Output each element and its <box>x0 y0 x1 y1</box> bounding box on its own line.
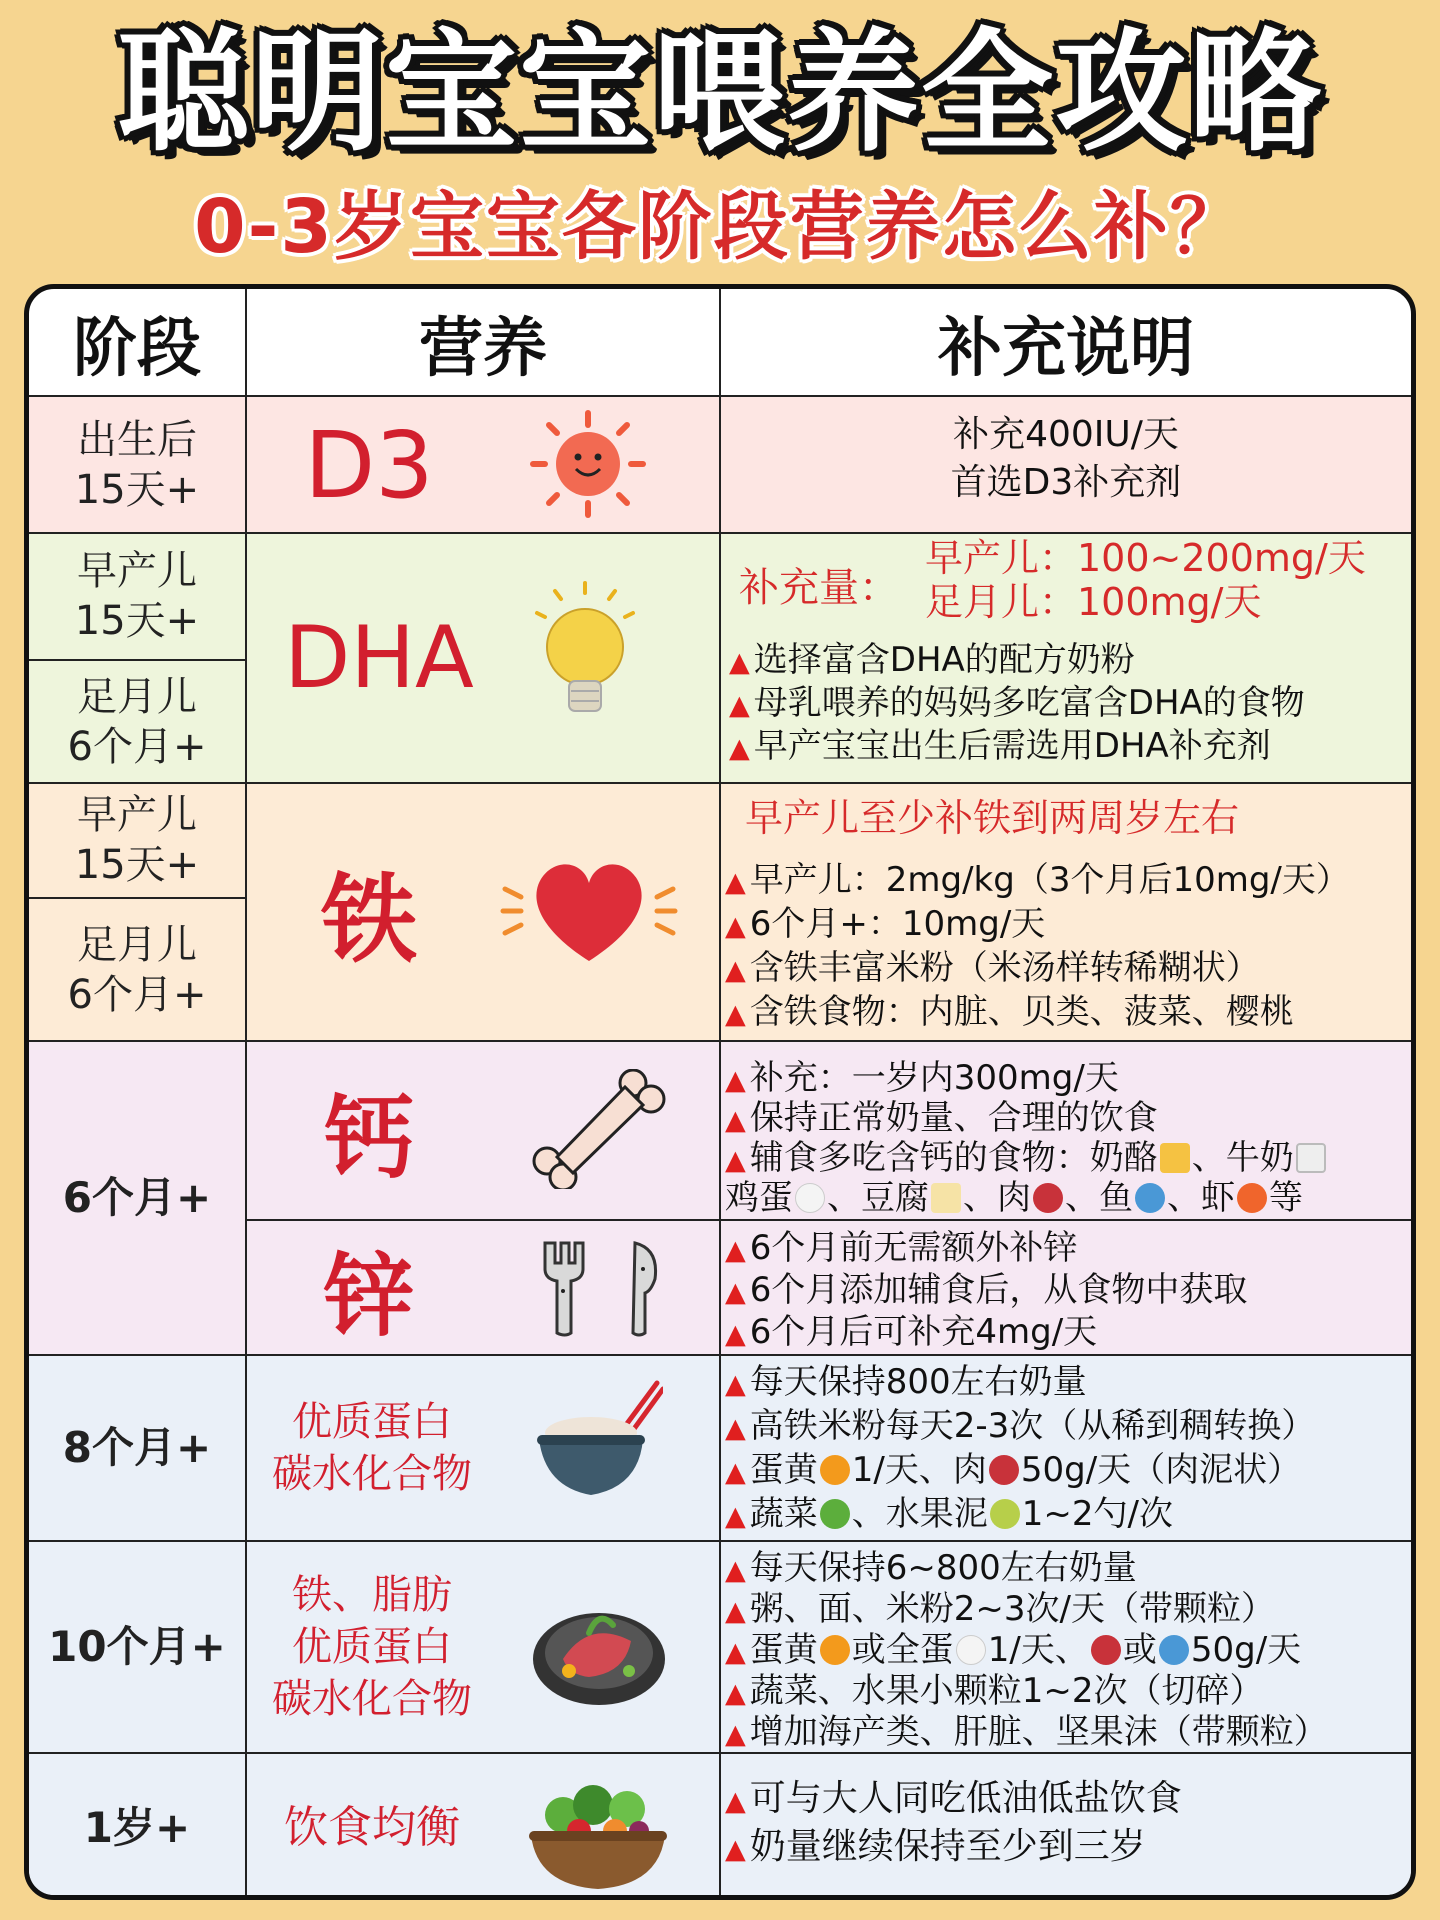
calcium-food-text: 等 <box>1269 1178 1303 1218</box>
lightbulb-icon <box>525 579 645 729</box>
triangle-bullet-icon: ▲ <box>729 690 750 721</box>
dha-note-text: 早产宝宝出生后需选用DHA补充剂 <box>753 726 1271 766</box>
nutrient-eight-months <box>247 1355 497 1541</box>
vegetable-bowl-icon <box>523 1765 673 1895</box>
fish-icon <box>1135 1183 1165 1213</box>
one-year-note-text: 可与大人同吃低油低盐饮食 <box>749 1778 1182 1819</box>
iron-note-text: 6个月+：10mg/天 <box>749 904 1046 944</box>
triangle-bullet-icon: ▲ <box>725 1369 746 1400</box>
dha-note-3 <box>729 725 1271 770</box>
stage-line: 早产儿 <box>77 548 197 594</box>
calcium-food-text: 辅食多吃含钙的食物：奶酪 <box>749 1138 1158 1178</box>
nutrient-dha: DHA <box>284 608 474 708</box>
nutrient-line: 铁、脂肪 <box>292 1572 452 1618</box>
stage-dha-fullterm <box>29 661 245 783</box>
zinc-note-1 <box>725 1227 1077 1272</box>
triangle-bullet-icon: ▲ <box>725 1786 746 1817</box>
eight-note-text: 每天保持800左右奶量 <box>749 1362 1087 1402</box>
triangle-bullet-icon: ▲ <box>725 1637 746 1668</box>
iron-headline: 早产儿至少补铁到两周岁左右 <box>745 796 1240 840</box>
stage-iron-preterm <box>29 783 245 897</box>
triangle-bullet-icon: ▲ <box>729 733 750 764</box>
nutrient-line: 碳水化合物 <box>272 1451 472 1497</box>
iron-note-text: 含铁食物：内脏、贝类、菠菜、樱桃 <box>749 992 1294 1032</box>
stage-dha-preterm <box>29 533 245 659</box>
page-subtitle: 0-3岁宝宝各阶段营养怎么补？ <box>194 184 1246 270</box>
eight-note-text: 蔬菜 <box>749 1494 818 1534</box>
dha-dose-1: 早产儿：100~200mg/天 <box>925 536 1366 580</box>
nutrient-zinc: 锌 <box>324 1244 414 1349</box>
calcium-food-text: 、虾 <box>1167 1178 1235 1218</box>
triangle-bullet-icon: ▲ <box>725 1277 746 1308</box>
calcium-food-text: 、肉 <box>963 1178 1031 1218</box>
stage-six-months: 6个月+ <box>62 1173 212 1222</box>
triangle-bullet-icon: ▲ <box>725 1457 746 1488</box>
bone-icon <box>529 1069 669 1189</box>
iron-note-4 <box>725 991 1294 1036</box>
eight-note-1 <box>725 1361 1087 1406</box>
stage-one-year: 1岁+ <box>83 1803 191 1852</box>
one-year-note-text: 奶量继续保持至少到三岁 <box>749 1826 1146 1867</box>
iron-note-2 <box>725 903 1045 948</box>
ten-note-5 <box>725 1711 1328 1756</box>
meat-plate-icon <box>529 1589 669 1709</box>
dha-note-text: 母乳喂养的妈妈多吃富含DHA的食物 <box>753 683 1305 723</box>
zinc-note-text: 6个月前无需额外补锌 <box>749 1228 1078 1268</box>
eight-note-3 <box>725 1449 1301 1494</box>
stage-ten-months: 10个月+ <box>48 1622 226 1671</box>
eight-note-text: 1/天、肉 <box>851 1450 987 1490</box>
page-title: 聪明宝宝喂养全攻略 <box>117 16 1323 170</box>
triangle-bullet-icon: ▲ <box>725 999 746 1030</box>
stage-line: 早产儿 <box>77 792 197 838</box>
ten-note-text: 1/天、 <box>987 1630 1089 1670</box>
eight-note-text: 50g/天（肉泥状） <box>1020 1450 1302 1490</box>
cheese-icon <box>1160 1143 1190 1173</box>
fish-icon <box>1159 1635 1189 1665</box>
triangle-bullet-icon: ▲ <box>725 1105 746 1136</box>
dha-dose-label: 补充量： <box>739 565 899 611</box>
stage-line: 足月儿 <box>77 922 197 968</box>
triangle-bullet-icon: ▲ <box>725 1555 746 1586</box>
nutrient-ten-months <box>247 1541 497 1753</box>
ten-note-text: 或全蛋 <box>851 1630 954 1670</box>
zinc-note-3 <box>725 1311 1097 1356</box>
dha-note-text: 选择富含DHA的配方奶粉 <box>753 640 1135 680</box>
header-nutrition: 营养 <box>419 312 547 386</box>
egg-icon <box>795 1183 825 1213</box>
ten-note-text: 或 <box>1122 1630 1157 1670</box>
calcium-food-text: 、鱼 <box>1065 1178 1133 1218</box>
sun-icon <box>527 409 649 519</box>
eight-note-2 <box>725 1405 1315 1450</box>
triangle-bullet-icon: ▲ <box>729 647 750 678</box>
ten-note-text: 增加海产类、肝脏、坚果沫（带颗粒） <box>749 1712 1328 1752</box>
calcium-note-text: 保持正常奶量、合理的饮食 <box>749 1098 1158 1138</box>
divider <box>719 289 721 1900</box>
triangle-bullet-icon: ▲ <box>725 1145 746 1176</box>
calcium-food-text: 鸡蛋 <box>725 1178 793 1218</box>
stage-line: 6个月+ <box>67 724 207 770</box>
eight-note-text: 蛋黄 <box>749 1450 818 1490</box>
nutrient-iron: 铁 <box>321 863 417 976</box>
triangle-bullet-icon: ▲ <box>725 1501 746 1532</box>
dha-dose-2: 足月儿：100mg/天 <box>925 580 1262 624</box>
ten-note-text: 蔬菜、水果小颗粒1~2次（切碎） <box>749 1671 1264 1711</box>
nutrient-line: 碳水化合物 <box>272 1676 472 1722</box>
eight-note-4 <box>725 1493 1173 1538</box>
nutrient-d3: D3 <box>304 411 434 519</box>
eight-note-text: 高铁米粉每天2-3次（从稀到稠转换） <box>749 1406 1316 1446</box>
dha-note-2 <box>729 682 1305 727</box>
calcium-food-text: 、牛奶 <box>1191 1138 1294 1178</box>
calcium-note-text: 补充：一岁内300mg/天 <box>749 1058 1119 1098</box>
ten-note-3 <box>725 1629 1301 1674</box>
triangle-bullet-icon: ▲ <box>725 1834 746 1865</box>
triangle-bullet-icon: ▲ <box>725 1678 746 1709</box>
nutrient-line: 优质蛋白 <box>292 1399 452 1445</box>
ten-note-text: 粥、面、米粉2~3次/天（带颗粒） <box>749 1589 1275 1629</box>
zinc-note-2 <box>725 1269 1247 1314</box>
calcium-food-text: 、豆腐 <box>827 1178 929 1218</box>
one-year-note-2 <box>725 1825 1146 1871</box>
stage-line: 15天+ <box>74 467 200 513</box>
pear-icon <box>990 1499 1020 1529</box>
triangle-bullet-icon: ▲ <box>725 867 746 898</box>
ten-note-2 <box>725 1588 1275 1633</box>
egg-icon <box>956 1635 986 1665</box>
nutrient-calcium: 钙 <box>324 1086 414 1191</box>
calcium-note-4 <box>725 1177 1303 1220</box>
triangle-bullet-icon: ▲ <box>725 1319 746 1350</box>
dha-note-1 <box>729 639 1135 684</box>
calcium-note-1 <box>725 1057 1119 1102</box>
ten-note-text: 50g/天 <box>1190 1630 1302 1670</box>
stage-line: 足月儿 <box>77 674 197 720</box>
ten-note-text: 每天保持6~800左右奶量 <box>749 1548 1137 1588</box>
stage-eight-months: 8个月+ <box>62 1423 212 1472</box>
stage-line: 出生后 <box>77 417 197 463</box>
rice-bowl-icon <box>533 1379 663 1509</box>
meat-icon <box>1091 1635 1121 1665</box>
triangle-bullet-icon: ▲ <box>725 1413 746 1444</box>
iron-note-1 <box>725 859 1350 904</box>
triangle-bullet-icon: ▲ <box>725 911 746 942</box>
nutrient-one-year: 饮食均衡 <box>284 1802 460 1853</box>
iron-note-text: 早产儿：2mg/kg（3个月后10mg/天） <box>749 860 1350 900</box>
iron-note-text: 含铁丰富米粉（米汤样转稀糊状） <box>749 948 1260 988</box>
stage-line: 15天+ <box>74 842 200 888</box>
ten-note-text: 蛋黄 <box>749 1630 818 1670</box>
tofu-icon <box>931 1183 961 1213</box>
iron-note-3 <box>725 947 1260 992</box>
calcium-note-3 <box>725 1137 1328 1182</box>
stage-line: 15天+ <box>74 598 200 644</box>
header-stage: 阶段 <box>73 312 201 386</box>
triangle-bullet-icon: ▲ <box>725 1719 746 1750</box>
eight-note-text: 、水果泥 <box>851 1494 988 1534</box>
meat-icon <box>989 1455 1019 1485</box>
shrimp-icon <box>1237 1183 1267 1213</box>
one-year-note-1 <box>725 1777 1182 1823</box>
eight-note-text: 1~2勺/次 <box>1021 1494 1173 1534</box>
stage-line: 6个月+ <box>67 972 207 1018</box>
zinc-note-text: 6个月后可补充4mg/天 <box>749 1312 1098 1352</box>
meat-icon <box>1033 1183 1063 1213</box>
vegetable-icon <box>820 1499 850 1529</box>
triangle-bullet-icon: ▲ <box>725 1596 746 1627</box>
stage-iron-fullterm <box>29 899 245 1041</box>
ten-note-4 <box>725 1670 1264 1715</box>
ten-note-1 <box>725 1547 1137 1592</box>
calcium-note-2 <box>725 1097 1158 1142</box>
heart-icon <box>499 849 679 969</box>
nutrition-table <box>24 284 1416 1900</box>
triangle-bullet-icon: ▲ <box>725 955 746 986</box>
d3-note-1: 补充400IU/天 <box>953 414 1179 455</box>
egg-yolk-icon <box>820 1455 850 1485</box>
egg-yolk-icon <box>820 1635 850 1665</box>
header-note: 补充说明 <box>938 312 1194 386</box>
triangle-bullet-icon: ▲ <box>725 1065 746 1096</box>
stage-d3 <box>29 397 245 533</box>
utensils-icon <box>535 1239 675 1339</box>
triangle-bullet-icon: ▲ <box>725 1235 746 1266</box>
milk-icon <box>1296 1143 1326 1173</box>
zinc-note-text: 6个月添加辅食后，从食物中获取 <box>749 1270 1248 1310</box>
d3-note-2: 首选D3补充剂 <box>950 462 1182 503</box>
nutrient-line: 优质蛋白 <box>292 1624 452 1670</box>
